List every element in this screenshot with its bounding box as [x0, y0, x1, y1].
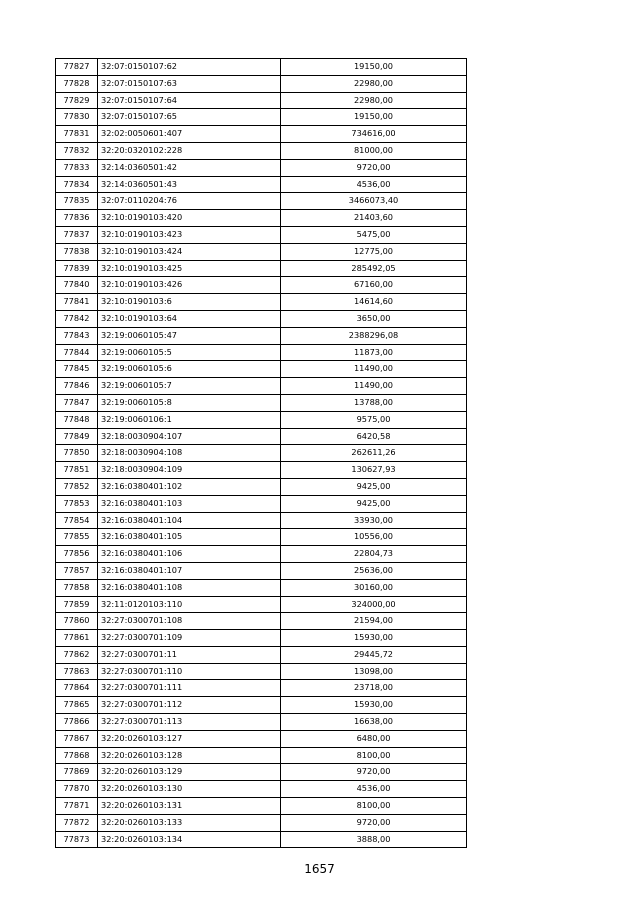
cadastral-number-cell: 32:07:0150107:64: [98, 92, 281, 109]
table-row: [56, 193, 467, 210]
row-number-cell: 77846: [56, 378, 98, 395]
row-number-cell: 77872: [56, 814, 98, 831]
cadastral-number-cell: 32:10:0190103:64: [98, 310, 281, 327]
value-cell: 33930,00: [281, 512, 467, 529]
table-row: [56, 411, 467, 428]
row-number-cell: 77841: [56, 294, 98, 311]
cadastral-number-cell: 32:18:0030904:108: [98, 445, 281, 462]
table-row: [56, 798, 467, 815]
row-number-cell: 77863: [56, 663, 98, 680]
cadastral-number-cell: 32:16:0380401:104: [98, 512, 281, 529]
table-row: [56, 747, 467, 764]
value-cell: 8100,00: [281, 747, 467, 764]
value-cell: 15930,00: [281, 697, 467, 714]
cadastral-number-cell: 32:07:0150107:62: [98, 59, 281, 76]
table-row: [56, 361, 467, 378]
value-cell: 11873,00: [281, 344, 467, 361]
table-row: [56, 176, 467, 193]
row-number-cell: 77851: [56, 462, 98, 479]
table-row: [56, 59, 467, 76]
cadastral-number-cell: 32:20:0260103:131: [98, 798, 281, 815]
row-number-cell: 77866: [56, 714, 98, 731]
cadastral-number-cell: 32:10:0190103:6: [98, 294, 281, 311]
value-cell: 11490,00: [281, 378, 467, 395]
value-cell: 2388296,08: [281, 327, 467, 344]
table-row: [56, 831, 467, 848]
table-row: [56, 596, 467, 613]
cadastral-number-cell: 32:16:0380401:106: [98, 546, 281, 563]
cadastral-number-cell: 32:14:0360501:43: [98, 176, 281, 193]
table-row: [56, 109, 467, 126]
cadastral-number-cell: 32:27:0300701:109: [98, 630, 281, 647]
table-row: [56, 142, 467, 159]
cadastral-number-cell: 32:19:0060106:1: [98, 411, 281, 428]
row-number-cell: 77840: [56, 277, 98, 294]
row-number-cell: 77839: [56, 260, 98, 277]
cadastral-number-cell: 32:18:0030904:109: [98, 462, 281, 479]
value-cell: 6480,00: [281, 730, 467, 747]
row-number-cell: 77838: [56, 243, 98, 260]
cadastral-number-cell: 32:16:0380401:103: [98, 495, 281, 512]
value-cell: 13788,00: [281, 394, 467, 411]
table-row: [56, 495, 467, 512]
table-row: [56, 327, 467, 344]
value-cell: 9720,00: [281, 764, 467, 781]
table-row: [56, 781, 467, 798]
cadastral-number-cell: 32:07:0110204:76: [98, 193, 281, 210]
row-number-cell: 77855: [56, 529, 98, 546]
cadastral-number-cell: 32:19:0060105:5: [98, 344, 281, 361]
table-row: [56, 646, 467, 663]
table-row: [56, 344, 467, 361]
value-cell: 21403,60: [281, 210, 467, 227]
row-number-cell: 77832: [56, 142, 98, 159]
table-row: [56, 310, 467, 327]
cadastral-number-cell: 32:27:0300701:110: [98, 663, 281, 680]
table-row: [56, 462, 467, 479]
value-cell: 734616,00: [281, 126, 467, 143]
value-cell: 12775,00: [281, 243, 467, 260]
value-cell: 19150,00: [281, 109, 467, 126]
cadastral-number-cell: 32:27:0300701:111: [98, 680, 281, 697]
value-cell: 285492,05: [281, 260, 467, 277]
row-number-cell: 77847: [56, 394, 98, 411]
value-cell: 22980,00: [281, 75, 467, 92]
row-number-cell: 77869: [56, 764, 98, 781]
table-row: [56, 814, 467, 831]
cadastral-number-cell: 32:18:0030904:107: [98, 428, 281, 445]
value-cell: 19150,00: [281, 59, 467, 76]
table-body: [56, 59, 467, 848]
row-number-cell: 77850: [56, 445, 98, 462]
value-cell: 22980,00: [281, 92, 467, 109]
cadastral-number-cell: 32:19:0060105:8: [98, 394, 281, 411]
table-row: [56, 126, 467, 143]
value-cell: 262611,26: [281, 445, 467, 462]
cadastral-number-cell: 32:02:0050601:407: [98, 126, 281, 143]
table-row: [56, 294, 467, 311]
row-number-cell: 77834: [56, 176, 98, 193]
row-number-cell: 77861: [56, 630, 98, 647]
value-cell: 25636,00: [281, 562, 467, 579]
value-cell: 30160,00: [281, 579, 467, 596]
table-row: [56, 378, 467, 395]
cadastral-number-cell: 32:20:0260103:133: [98, 814, 281, 831]
cadastral-number-cell: 32:16:0380401:107: [98, 562, 281, 579]
table-row: [56, 394, 467, 411]
table-row: [56, 75, 467, 92]
cadastral-number-cell: 32:27:0300701:113: [98, 714, 281, 731]
row-number-cell: 77860: [56, 613, 98, 630]
row-number-cell: 77870: [56, 781, 98, 798]
row-number-cell: 77862: [56, 646, 98, 663]
cadastral-number-cell: 32:19:0060105:6: [98, 361, 281, 378]
row-number-cell: 77844: [56, 344, 98, 361]
row-number-cell: 77836: [56, 210, 98, 227]
value-cell: 81000,00: [281, 142, 467, 159]
row-number-cell: 77831: [56, 126, 98, 143]
row-number-cell: 77845: [56, 361, 98, 378]
row-number-cell: 77843: [56, 327, 98, 344]
row-number-cell: 77853: [56, 495, 98, 512]
cadastral-number-cell: 32:16:0380401:105: [98, 529, 281, 546]
value-cell: 14614,60: [281, 294, 467, 311]
table-row: [56, 512, 467, 529]
value-cell: 3466073,40: [281, 193, 467, 210]
row-number-cell: 77873: [56, 831, 98, 848]
value-cell: 21594,00: [281, 613, 467, 630]
cadastral-number-cell: 32:07:0150107:63: [98, 75, 281, 92]
value-cell: 5475,00: [281, 226, 467, 243]
table-row: [56, 562, 467, 579]
row-number-cell: 77828: [56, 75, 98, 92]
cadastral-number-cell: 32:10:0190103:424: [98, 243, 281, 260]
cadastral-value-table: [55, 58, 467, 848]
table-row: [56, 663, 467, 680]
row-number-cell: 77852: [56, 478, 98, 495]
row-number-cell: 77827: [56, 59, 98, 76]
cadastral-number-cell: 32:19:0060105:7: [98, 378, 281, 395]
cadastral-number-cell: 32:10:0190103:425: [98, 260, 281, 277]
value-cell: 9720,00: [281, 159, 467, 176]
table-row: [56, 226, 467, 243]
cadastral-number-cell: 32:10:0190103:426: [98, 277, 281, 294]
cadastral-number-cell: 32:27:0300701:108: [98, 613, 281, 630]
value-cell: 15930,00: [281, 630, 467, 647]
cadastral-number-cell: 32:07:0150107:65: [98, 109, 281, 126]
value-cell: 13098,00: [281, 663, 467, 680]
cadastral-number-cell: 32:10:0190103:420: [98, 210, 281, 227]
row-number-cell: 77854: [56, 512, 98, 529]
table-row: [56, 260, 467, 277]
table-row: [56, 714, 467, 731]
value-cell: 8100,00: [281, 798, 467, 815]
value-cell: 29445,72: [281, 646, 467, 663]
table-row: [56, 764, 467, 781]
cadastral-number-cell: 32:19:0060105:47: [98, 327, 281, 344]
row-number-cell: 77867: [56, 730, 98, 747]
cadastral-number-cell: 32:20:0260103:129: [98, 764, 281, 781]
row-number-cell: 77859: [56, 596, 98, 613]
value-cell: 6420,58: [281, 428, 467, 445]
cadastral-number-cell: 32:27:0300701:112: [98, 697, 281, 714]
table-row: [56, 478, 467, 495]
row-number-cell: 77865: [56, 697, 98, 714]
value-cell: 4536,00: [281, 781, 467, 798]
table-row: [56, 277, 467, 294]
row-number-cell: 77848: [56, 411, 98, 428]
value-cell: 16638,00: [281, 714, 467, 731]
table-row: [56, 697, 467, 714]
row-number-cell: 77835: [56, 193, 98, 210]
cadastral-number-cell: 32:20:0260103:130: [98, 781, 281, 798]
cadastral-number-cell: 32:10:0190103:423: [98, 226, 281, 243]
value-cell: 11490,00: [281, 361, 467, 378]
cadastral-number-cell: 32:14:0360501:42: [98, 159, 281, 176]
row-number-cell: 77842: [56, 310, 98, 327]
value-cell: 130627,93: [281, 462, 467, 479]
row-number-cell: 77837: [56, 226, 98, 243]
value-cell: 9575,00: [281, 411, 467, 428]
value-cell: 9425,00: [281, 478, 467, 495]
row-number-cell: 77829: [56, 92, 98, 109]
value-cell: 22804,73: [281, 546, 467, 563]
value-cell: 324000,00: [281, 596, 467, 613]
table-row: [56, 546, 467, 563]
value-cell: 23718,00: [281, 680, 467, 697]
row-number-cell: 77864: [56, 680, 98, 697]
table-row: [56, 529, 467, 546]
table-row: [56, 243, 467, 260]
cadastral-number-cell: 32:20:0260103:134: [98, 831, 281, 848]
row-number-cell: 77856: [56, 546, 98, 563]
cadastral-number-cell: 32:16:0380401:108: [98, 579, 281, 596]
row-number-cell: 77830: [56, 109, 98, 126]
value-cell: 9720,00: [281, 814, 467, 831]
cadastral-number-cell: 32:11:0120103:110: [98, 596, 281, 613]
table-row: [56, 445, 467, 462]
cadastral-number-cell: 32:20:0260103:127: [98, 730, 281, 747]
table-row: [56, 428, 467, 445]
table-row: [56, 730, 467, 747]
table-row: [56, 630, 467, 647]
value-cell: 4536,00: [281, 176, 467, 193]
table-row: [56, 680, 467, 697]
table-row: [56, 92, 467, 109]
table-row: [56, 159, 467, 176]
row-number-cell: 77849: [56, 428, 98, 445]
cadastral-number-cell: 32:16:0380401:102: [98, 478, 281, 495]
cadastral-number-cell: 32:20:0320102:228: [98, 142, 281, 159]
value-cell: 9425,00: [281, 495, 467, 512]
cadastral-number-cell: 32:20:0260103:128: [98, 747, 281, 764]
value-cell: 3888,00: [281, 831, 467, 848]
cadastral-number-cell: 32:27:0300701:11: [98, 646, 281, 663]
value-cell: 10556,00: [281, 529, 467, 546]
value-cell: 3650,00: [281, 310, 467, 327]
page-number: 1657: [304, 862, 335, 876]
table-row: [56, 613, 467, 630]
row-number-cell: 77833: [56, 159, 98, 176]
row-number-cell: 77871: [56, 798, 98, 815]
table-row: [56, 579, 467, 596]
value-cell: 67160,00: [281, 277, 467, 294]
row-number-cell: 77857: [56, 562, 98, 579]
row-number-cell: 77858: [56, 579, 98, 596]
table-row: [56, 210, 467, 227]
row-number-cell: 77868: [56, 747, 98, 764]
